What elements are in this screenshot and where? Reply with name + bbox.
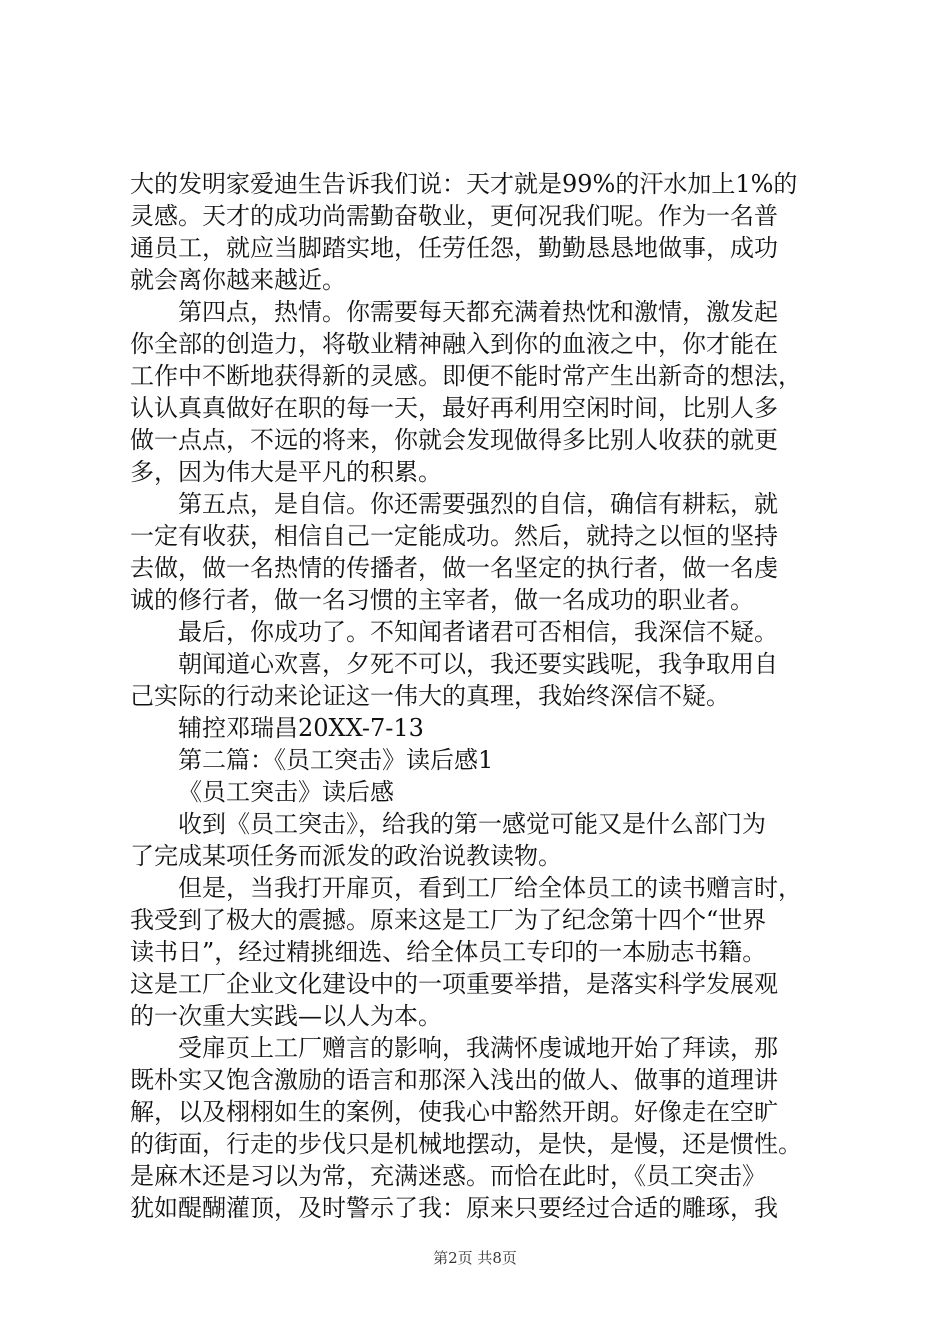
text-line: 一定有收获，相信自己一定能成功。然后，就持之以恒的坚持 xyxy=(130,522,778,550)
page-number-footer: 第2页 共8页 xyxy=(433,1249,517,1267)
paragraph-start-line: 最后，你成功了。不知闻者诸君可否相信，我深信不疑。 xyxy=(178,618,778,646)
text-line: 己实际的行动来论证这一伟大的真理，我始终深信不疑。 xyxy=(130,682,730,710)
text-line: 既朴实又饱含激励的语言和那深入浅出的做人、做事的道理讲 xyxy=(130,1066,778,1094)
paragraph-start-line: 第五点，是自信。你还需要强烈的自信，确信有耕耘，就 xyxy=(178,490,778,518)
text-line: 做一点点，不远的将来，你就会发现做得多比别人收获的就更 xyxy=(130,426,778,454)
text-line: 认认真真做好在职的每一天，最好再利用空闲时间，比别人多 xyxy=(130,394,778,422)
paragraph-start-line: 但是，当我打开扉页，看到工厂给全体员工的读书赠言时， xyxy=(178,874,802,902)
text-line: 就会离你越来越近。 xyxy=(130,266,346,294)
text-line: 的一次重大实践—以人为本。 xyxy=(130,1002,442,1030)
text-line: 了完成某项任务而派发的政治说教读物。 xyxy=(130,842,562,870)
text-line: 的街面，行走的步伐只是机械地摆动，是快，是慢，还是惯性。 xyxy=(130,1130,802,1158)
paragraph-start-line: 朝闻道心欢喜，夕死不可以，我还要实践呢，我争取用自 xyxy=(178,650,778,678)
text-line: 通员工，就应当脚踏实地，任劳任怨，勤勤恳恳地做事，成功 xyxy=(130,234,778,262)
section-heading: 第二篇：《员工突击》读后感1 xyxy=(178,746,494,774)
text-line: 这是工厂企业文化建设中的一项重要举措，是落实科学发展观 xyxy=(130,970,778,998)
text-line: 犹如醍醐灌顶，及时警示了我：原来只要经过合适的雕琢，我 xyxy=(130,1194,778,1222)
text-line: 是麻木还是习以为常，充满迷惑。而恰在此时，《员工突击》 xyxy=(130,1162,766,1190)
text-line: 我受到了极大的震撼。原来这是工厂为了纪念第十四个“世界 xyxy=(130,906,767,934)
text-line: 去做，做一名热情的传播者，做一名坚定的执行者，做一名虔 xyxy=(130,554,778,582)
signature-line: 辅控邓瑞昌20XX-7-13 xyxy=(178,714,424,742)
text-line: 解，以及栩栩如生的案例，使我心中豁然开朗。好像走在空旷 xyxy=(130,1098,778,1126)
text-line: 多，因为伟大是平凡的积累。 xyxy=(130,458,442,486)
paragraph-start-line: 收到《员工突击》，给我的第一感觉可能又是什么部门为 xyxy=(178,810,766,838)
text-line: 你全部的创造力，将敬业精神融入到你的血液之中，你才能在 xyxy=(130,330,778,358)
document-body xyxy=(130,168,830,1224)
article-title: 《员工突击》读后感 xyxy=(178,778,394,806)
text-line: 大的发明家爱迪生告诉我们说：天才就是99%的汗水加上1%的 xyxy=(130,170,798,198)
text-line: 读书日”，经过精挑细选、给全体员工专印的一本励志书籍。 xyxy=(130,938,767,966)
text-line: 灵感。天才的成功尚需勤奋敬业，更何况我们呢。作为一名普 xyxy=(130,202,778,230)
text-line: 诚的修行者，做一名习惯的主宰者，做一名成功的职业者。 xyxy=(130,586,754,614)
text-line: 工作中不断地获得新的灵感。即便不能时常产生出新奇的想法， xyxy=(130,362,802,390)
paragraph-start-line: 第四点，热情。你需要每天都充满着热忱和激情，激发起 xyxy=(178,298,778,326)
paragraph-start-line: 受扉页上工厂赠言的影响，我满怀虔诚地开始了拜读，那 xyxy=(178,1034,778,1062)
